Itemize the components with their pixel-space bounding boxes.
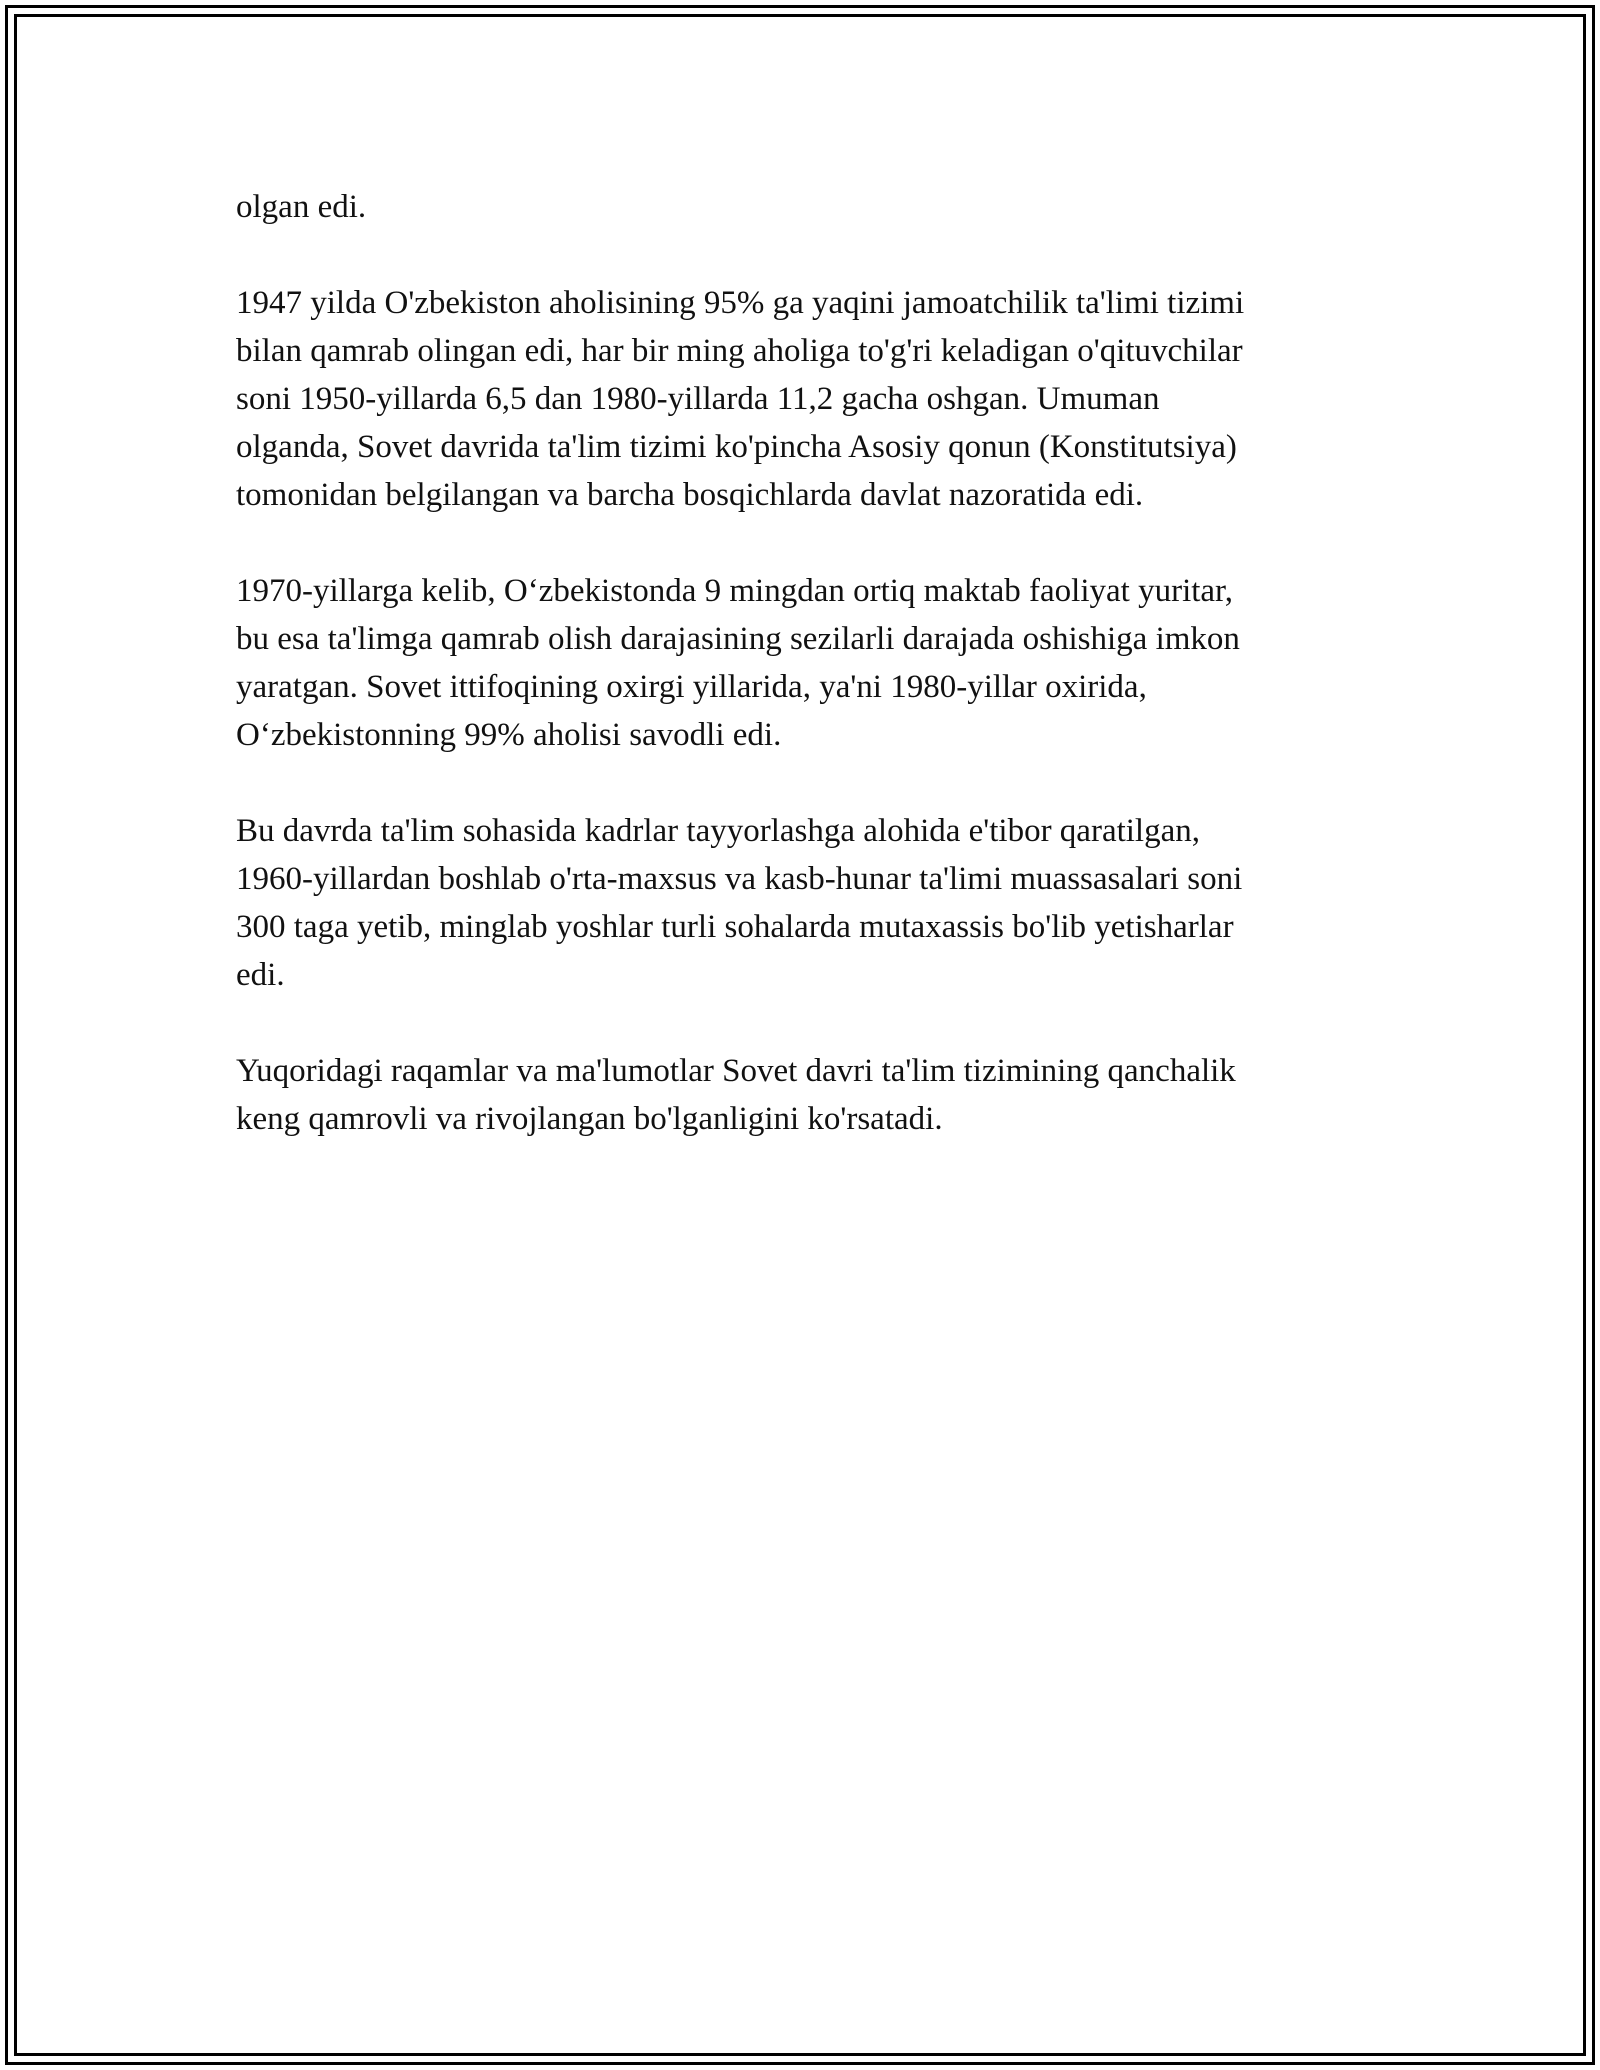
paragraph-4 — [236, 807, 1366, 999]
text-line: 300 taga yetib, minglab yoshlar turli sohalarda mutaxassis bo'lib yetisharlar — [236, 909, 1234, 945]
text-line: Yuqoridagi raqamlar va ma'lumotlar Sovet davri ta'lim tizimining qanchalik — [236, 1053, 1236, 1089]
paragraph-2 — [236, 279, 1366, 519]
text-line: soni 1950-yillarda 6,5 dan 1980-yillarda 11,2 gacha oshgan. Umuman — [236, 381, 1160, 417]
text-line: 1960-yillardan boshlab o'rta-maxsus va kasb-hunar ta'limi muassasalari soni — [236, 861, 1243, 897]
text-line: olgan edi. — [236, 189, 367, 225]
text-line: keng qamrovli va rivojlangan bo'lganligini ko'rsatadi. — [236, 1101, 943, 1137]
text-line: olganda, Sovet davrida ta'lim tizimi ko'pincha Asosiy qonun (Konstitutsiya) — [236, 429, 1237, 465]
document-body — [236, 183, 1366, 1191]
text-line: 1947 yilda O'zbekiston aholisining 95% ga yaqini jamoatchilik ta'limi tizimi — [236, 285, 1245, 321]
text-line: bilan qamrab olingan edi, har bir ming aholiga to'g'ri keladigan o'qituvchilar — [236, 333, 1243, 369]
paragraph-5 — [236, 1047, 1366, 1143]
text-line: bu esa ta'limga qamrab olish darajasining sezilarli darajada oshishiga imkon — [236, 621, 1240, 657]
text-line: 1970-yillarga kelib, O‘zbekistonda 9 mingdan ortiq maktab faoliyat yuritar, — [236, 573, 1233, 609]
paragraph-3 — [236, 567, 1366, 759]
text-line: edi. — [236, 957, 285, 993]
text-line: tomonidan belgilangan va barcha bosqichlarda davlat nazoratida edi. — [236, 477, 1144, 513]
text-line: O‘zbekistonning 99% aholisi savodli edi. — [236, 717, 782, 753]
text-line: yaratgan. Sovet ittifoqining oxirgi yillarida, ya'ni 1980-yillar oxirida, — [236, 669, 1147, 705]
text-line: Bu davrda ta'lim sohasida kadrlar tayyorlashga alohida e'tibor qaratilgan, — [236, 813, 1200, 849]
paragraph-1 — [236, 183, 1366, 231]
